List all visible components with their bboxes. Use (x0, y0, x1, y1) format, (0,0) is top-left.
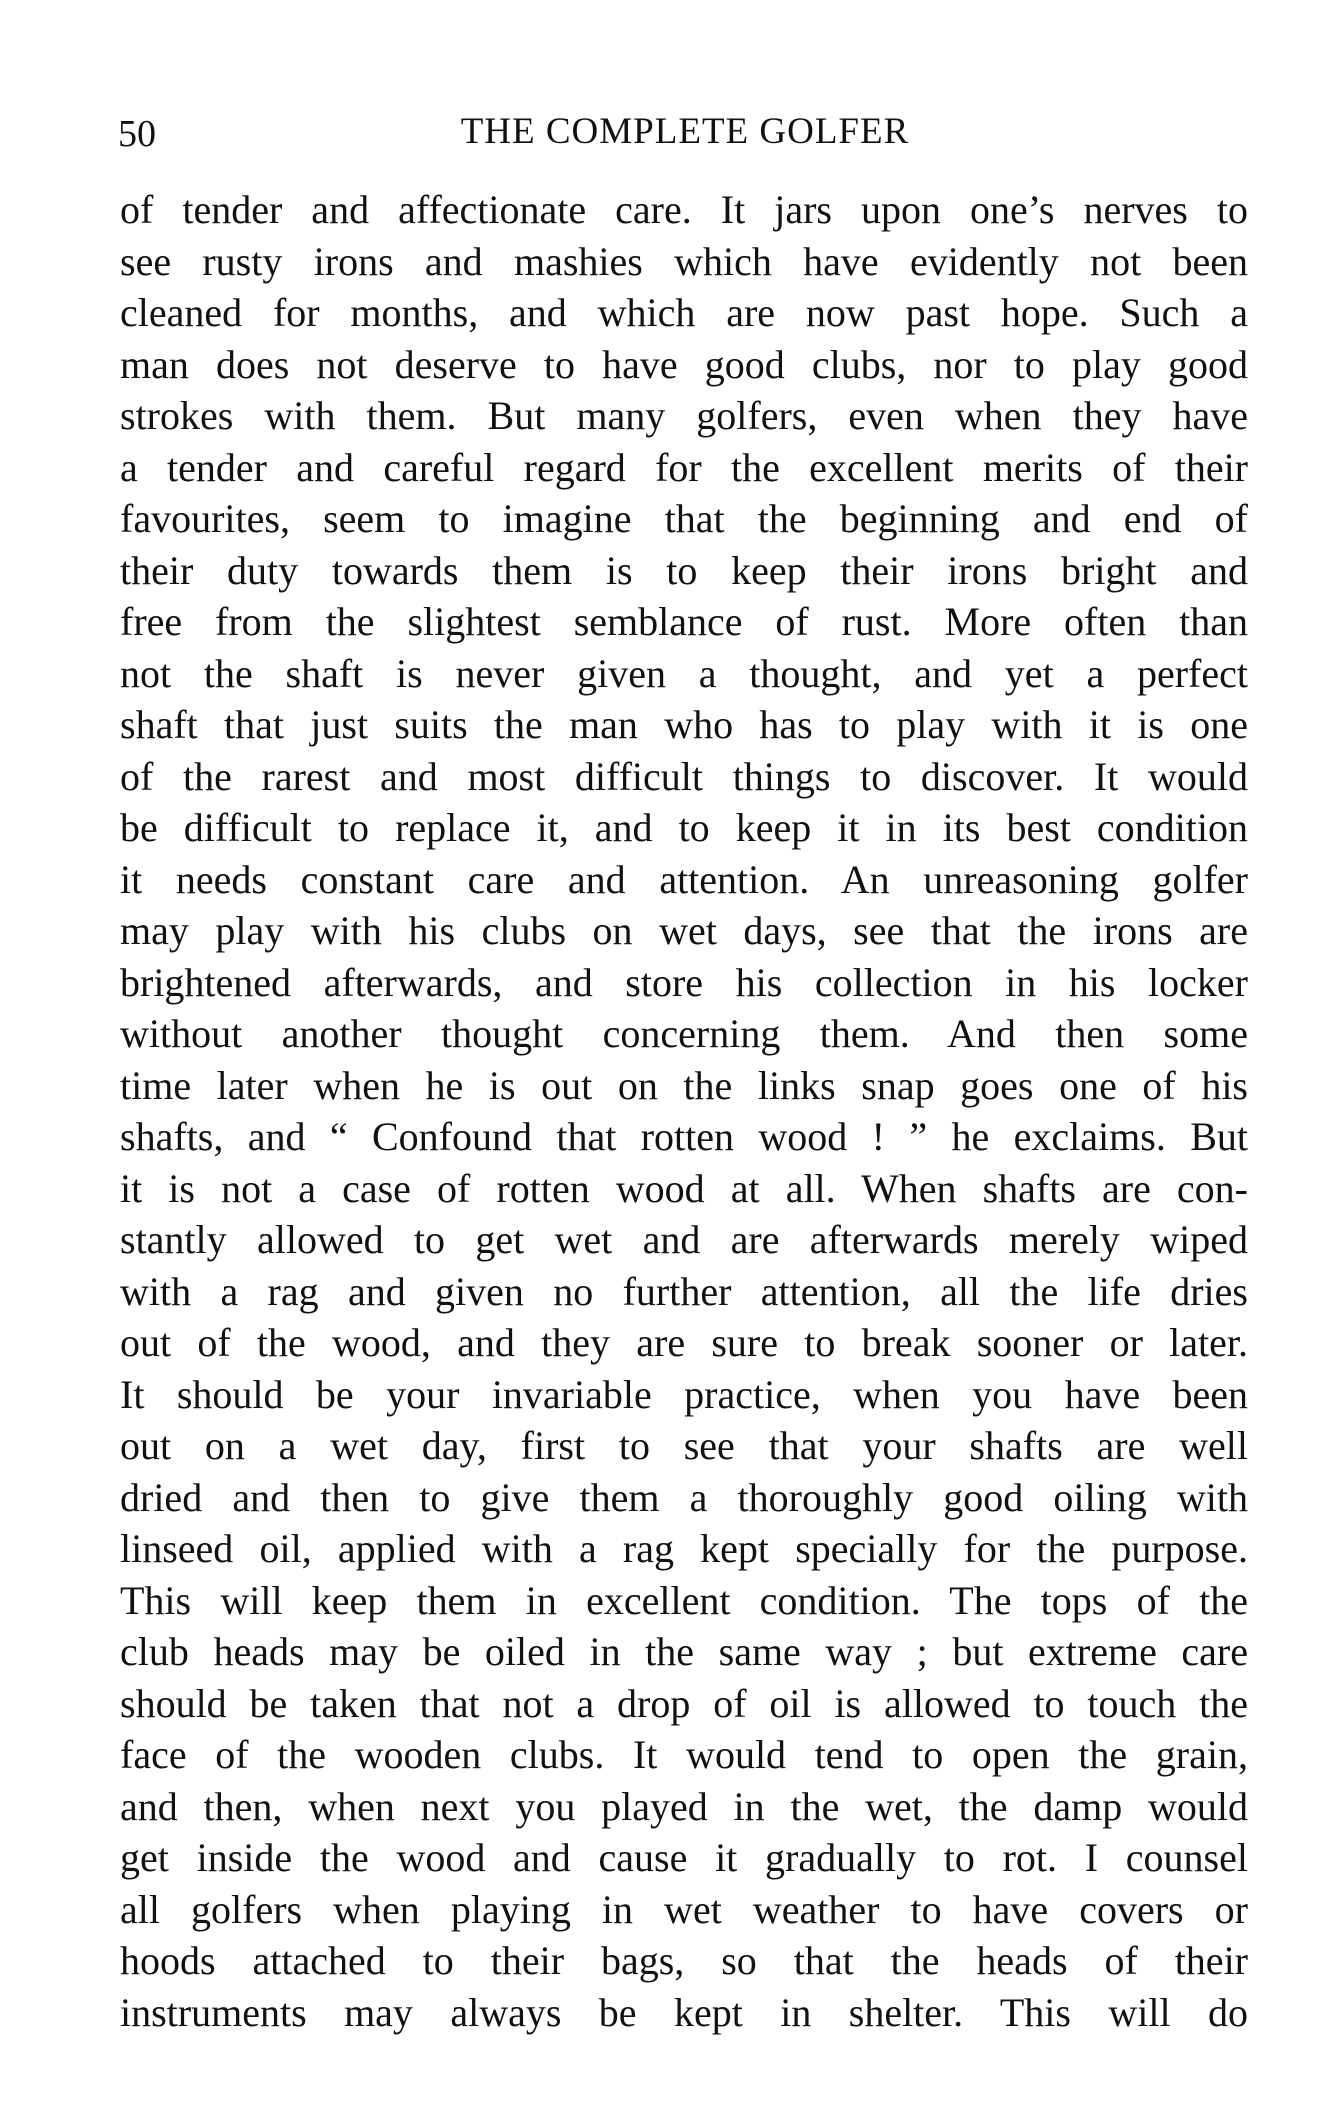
page-number: 50 (118, 113, 156, 155)
text-line: brightened afterwards, and store his collection in his locker (120, 959, 1248, 1005)
text-line: favourites, seem to imagine that the beginning and end of (120, 496, 1248, 541)
text-line: with a rag and given no further attention, all the life dries (120, 1268, 1248, 1314)
text-line: and then, when next you played in the wet, the damp would (120, 1783, 1248, 1829)
text-line: stantly allowed to get wet and are afterwards merely wiped (120, 1217, 1248, 1262)
text-line: not the shaft is never given a thought, and yet a perfect (120, 650, 1248, 696)
text-line: shafts, and “ Confound that rotten wood ! ” he exclaims. But (120, 1114, 1248, 1159)
text-line: dried and then to give them a thoroughly good oiling with (120, 1474, 1248, 1520)
text-line: strokes with them. But many golfers, even when they have (120, 393, 1248, 438)
text-line: face of the wooden clubs. It would tend to open the grain, (120, 1732, 1248, 1777)
text-line: of the rarest and most difficult things to discover. It would (120, 753, 1248, 799)
text-line: be difficult to replace it, and to keep it in its best condition (120, 805, 1248, 850)
text-line: get inside the wood and cause it gradually to rot. I counsel (120, 1835, 1248, 1880)
text-line: without another thought concerning them. And then some (120, 1011, 1248, 1056)
text-line: cleaned for months, and which are now past hope. Such a (120, 290, 1248, 335)
text-line: linseed oil, applied with a rag kept specially for the purpose. (120, 1526, 1248, 1571)
text-line: out on a wet day, first to see that your shafts are well (120, 1423, 1248, 1468)
text-line: it is not a case of rotten wood at all. When shafts are con- (120, 1165, 1248, 1211)
text-line: time later when he is out on the links snap goes one of his (120, 1062, 1248, 1108)
text-line: shaft that just suits the man who has to play with it is one (120, 702, 1248, 747)
text-line: should be taken that not a drop of oil is allowed to touch the (120, 1680, 1248, 1726)
text-line: man does not deserve to have good clubs, nor to play good (120, 341, 1248, 387)
text-line: their duty towards them is to keep their irons bright and (120, 547, 1248, 593)
text-line: may play with his clubs on wet days, see that the irons are (120, 908, 1248, 953)
body-text (120, 184, 1248, 2038)
text-line: free from the slightest semblance of rust. More often than (120, 599, 1248, 644)
text-line: This will keep them in excellent condition. The tops of the (120, 1577, 1248, 1623)
text-line: a tender and careful regard for the excellent merits of their (120, 444, 1248, 490)
text-line: all golfers when playing in wet weather to have covers or (120, 1886, 1248, 1932)
text-line: club heads may be oiled in the same way ; but extreme care (120, 1629, 1248, 1674)
text-line: It should be your invariable practice, when you have been (120, 1371, 1248, 1417)
text-line: see rusty irons and mashies which have evidently not been (120, 238, 1248, 284)
text-line: instruments may always be kept in shelter. This will do (120, 1989, 1248, 2035)
running-title: THE COMPLETE GOLFER (460, 111, 910, 152)
text-line: of tender and affectionate care. It jars upon one’s nerves to (120, 187, 1248, 232)
text-line: hoods attached to their bags, so that the heads of their (120, 1938, 1248, 1983)
text-line: it needs constant care and attention. An unreasoning golfer (120, 856, 1248, 902)
text-line: out of the wood, and they are sure to break sooner or later. (120, 1320, 1248, 1365)
